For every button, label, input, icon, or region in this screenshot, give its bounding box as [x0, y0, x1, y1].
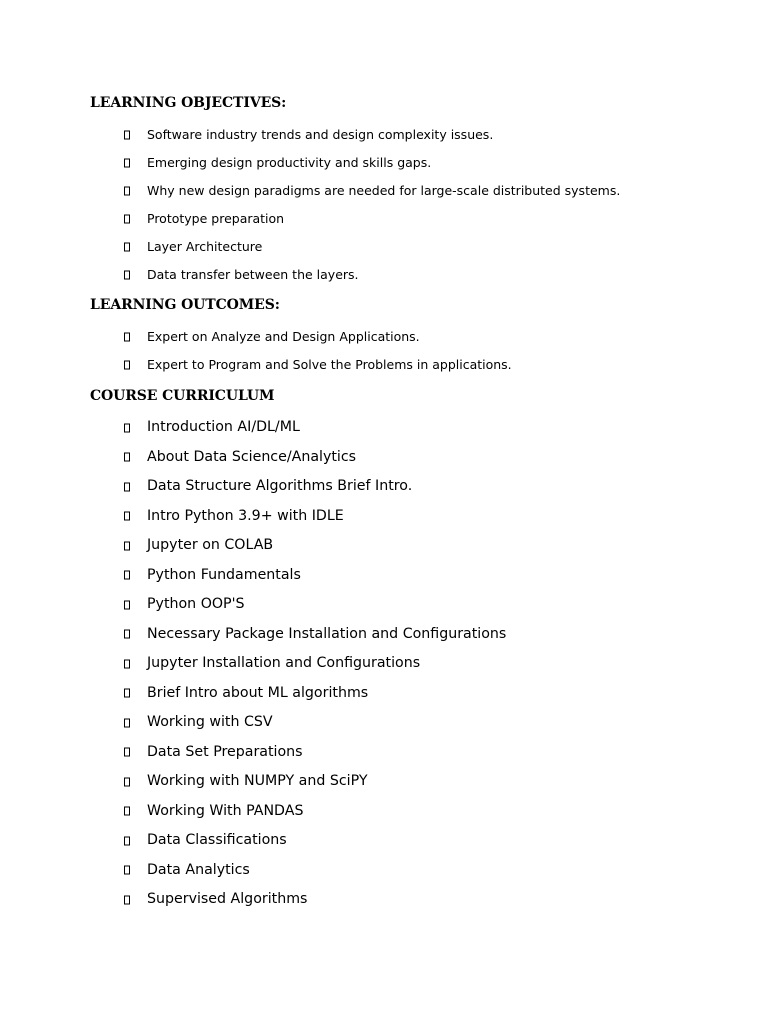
missing-glyph-box-icon — [124, 187, 130, 196]
missing-glyph-box-icon — [124, 630, 130, 639]
missing-glyph-box-icon — [124, 777, 130, 786]
list-item-text: Data Set Preparations — [147, 743, 303, 760]
learning-objectives-heading: LEARNING OBJECTIVES: — [90, 95, 287, 111]
missing-glyph-box-icon — [124, 600, 130, 609]
missing-glyph-box-icon — [124, 215, 130, 224]
list-item-text: Prototype preparation — [147, 211, 285, 226]
list-item-text: Expert on Analyze and Design Applications. — [147, 329, 420, 344]
list-item-text: Data Classifications — [147, 832, 287, 848]
missing-glyph-box-icon — [124, 453, 130, 462]
missing-glyph-box-icon — [124, 512, 130, 521]
missing-glyph-box-icon — [124, 423, 130, 432]
missing-glyph-box-icon — [124, 866, 130, 875]
list-item-text: Intro Python 3.9+ with IDLE — [147, 507, 344, 524]
missing-glyph-box-icon — [124, 271, 130, 280]
missing-glyph-box-icon — [124, 659, 130, 668]
list-item-text: Brief Intro about ML algorithms — [147, 684, 369, 701]
list-item-text: Working With PANDAS — [147, 802, 304, 819]
missing-glyph-box-icon — [124, 836, 130, 845]
missing-glyph-box-icon — [124, 243, 130, 252]
list-item-text: Expert to Program and Solve the Problems in applications. — [147, 357, 512, 372]
missing-glyph-box-icon — [124, 333, 130, 342]
missing-glyph-box-icon — [124, 718, 130, 727]
list-item-text: Why new design paradigms are needed for large-scale distributed systems. — [147, 183, 621, 198]
list-item-text: Layer Architecture — [147, 239, 263, 254]
list-item-text: Introduction AI/DL/ML — [147, 419, 300, 435]
missing-glyph-box-icon — [124, 159, 130, 168]
list-item-text: Data transfer between the layers. — [147, 267, 359, 282]
course-curriculum-heading: COURSE CURRICULUM — [90, 388, 275, 404]
list-item-text: Necessary Package Installation and Configurations — [147, 625, 507, 642]
list-item-text: Supervised Algorithms — [147, 891, 308, 907]
list-item-text: Python OOP'S — [147, 596, 245, 612]
missing-glyph-box-icon — [124, 807, 130, 816]
list-item-text: Data Analytics — [147, 861, 250, 878]
list-item-text: Working with NUMPY and SciPY — [147, 773, 368, 789]
missing-glyph-box-icon — [124, 541, 130, 550]
missing-glyph-box-icon — [124, 689, 130, 698]
list-item-text: Python Fundamentals — [147, 566, 301, 583]
missing-glyph-box-icon — [124, 895, 130, 904]
learning-outcomes-heading: LEARNING OUTCOMES: — [90, 297, 280, 313]
missing-glyph-box-icon — [124, 131, 130, 140]
list-item-text: Jupyter on COLAB — [147, 537, 274, 553]
list-item-text: Data Structure Algorithms Brief Intro. — [147, 478, 413, 494]
missing-glyph-box-icon — [124, 482, 130, 491]
list-item-text: Emerging design productivity and skills gaps. — [147, 155, 432, 170]
missing-glyph-box-icon — [124, 571, 130, 580]
list-item-text: Software industry trends and design complexity issues. — [147, 127, 494, 142]
missing-glyph-box-icon — [124, 361, 130, 370]
missing-glyph-box-icon — [124, 748, 130, 757]
list-item-text: Working with CSV — [147, 714, 273, 730]
list-item-text: About Data Science/Analytics — [147, 448, 357, 465]
list-item-text: Jupyter Installation and Configurations — [147, 655, 421, 671]
